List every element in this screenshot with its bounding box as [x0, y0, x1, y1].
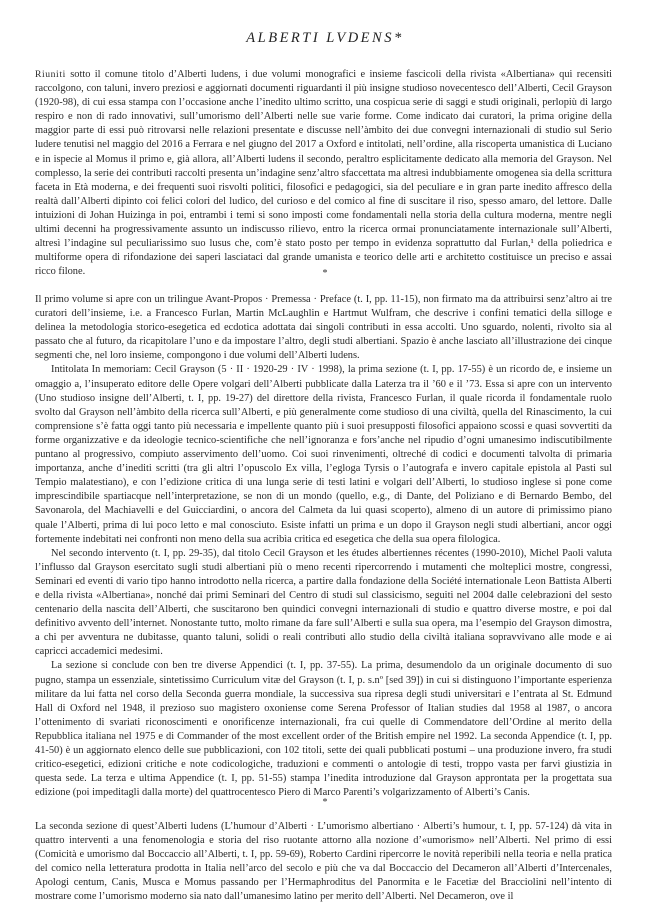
paragraph: La seconda sezione di quest’Alberti ludens (L’humour d’Alberti · L’umorismo albertiano · Alberti’s humour, t. I, pp. 57-124) dà vita in quattro interventi a una fenomenologia e storia del riso ruotante attorno alla nozione d’«umorismo» nell’Alberti. Nel primo di essi (Comicità e umorismo dal Boccaccio all’Alberti, t. I, pp. 59-69), Roberto Cardini ripercorre le novità reperibili nella teoria e nella pratica del comico nella letteratura prodotta in Italia nell’arco del secolo e più che va dal Boccaccio del Decameron all’Alberti d’Intercenales, Apologi centum, Canis, Musca e Momus passando per l’Hermaphroditus del Panormita e le Facetiæ del Bracciolini nell’intento di mostrare come l’umorismo moderno sia nato dall’umanesimo latino per merito dell’Alberti. Nel Decameron, ove il — [35, 821, 612, 903]
intro-body: sotto il comune titolo d’Alberti ludens, i due volumi monografici e insieme fascicoli della rivista «Albertiana» qui recensiti raccolgono, con taluni, invero preziosi e aggiornati documenti riguardanti il più insigne studioso novecentesco dell’Alberti, Cecil Grayson (1920-98), di cui essa stampa con l’occasione anche l’inedito ultimo scritto, una cospicua serie di saggi e studi originali, perlopiù di largo respiro e non di rado innovativi, sull’umorismo dell’Alberti nelle sue varie forme. Come indicato dai curatori, la prima origine della maggior parte di essi può ritrovarsi nelle relazioni presentate e discusse nell’àmbito dei due convegni internazionali di studio sul Serio ludere tenutisi nel maggio del 2016 a Ferrara e nel giugno del 2017 a Oxford e intitolati, nell’ordine, alla riscoperta umanistica di Luciano e in ispecie al Momus il primo e, già allora, all’Alberti ludens il secondo, peraltro esplicitamente dedicato alla memoria del Grayson. Nel complesso, la serie dei contributi raccolti presenta un’indagine senz’altro sfaccettata ma altresì indubbiamente omogenea sia della scrittura faceta in Età moderna, e dei frequenti suoi risvolti politici, filosofici e pedagogici, sia del peculiare e in gran parte inedito affresco della realtà dall’Alberti dipinto coi felici colori del ludico, del curioso e del comico al fine di suscitare il riso, spesso amaro, del lettore. Dalle intuizioni di Johan Huizinga in poi, entrambi i temi si sono imposti come fondamentali nella storia della cultura moderna, mentre negli ultimi decenni ha progressivamente assunto un indiscusso rilievo, entro la ricerca ormai pronunciatamente internazionale sull’Alberti, altresì l’indagine sul peculiarissimo suo lusus che, com’è stato posto per tempo in evidenza soprattutto dal Furlan,¹ della poliedrica e multiforme opera di rifondazione dei saperi lasciataci dal grande umanista e teorico delle arti e architetto costituisce un preciso e assai ricco filone. — [35, 69, 612, 278]
first-volume-section — [35, 293, 612, 800]
paragraph: Nel secondo intervento (t. I, pp. 29-35), dal titolo Cecil Grayson et les études albertiennes récentes (1990-2010), Michel Paoli valuta l’influsso dal Grayson esercitato sugli studi albertiani più o meno recenti ripercorrendo i mutamenti che molteplici mostre, congressi, Seminari ed eventi di vario tipo hanno introdotto nella ricerca, a partire dalla fondazione della Société internationale Leon Battista Alberti e della rivista «Albertiana», nonché dai primi Seminari del Centro di studi sul classicismo, seguiti nel 2004 dalle celebrazioni del sesto centenario della nascita dell’Alberti, che suscitarono ben quindici convegni internazionali di studio e quattro diverse mostre, e poi dal definitivo avvento dell’internet. Nonostante tutto, molto rimane da fare sull’Alberti e sulla sua opera, ma l’esempio del Grayson dimostra, a chi per avventura ne dubitasse, quanto taluni, solidi o reali contributi allo studio della civiltà italiana sopravvivano alle mode e ai capricci accademici medesimi. — [35, 547, 612, 658]
intro-section — [35, 68, 612, 279]
paragraph: La sezione si conclude con ben tre diverse Appendici (t. I, pp. 37-55). La prima, desumendolo da un originale documento di suo pugno, stampa un essenziale, sintetissimo Curriculum vitæ del Grayson (t. I, p. s.nº [sed 39]) in cui si distinguono l’importante esperienza militare da lui fatta nel corso della Seconda guerra mondiale, la successiva sua ripresa degli studi universitari e l’entrata al St. Edmund Hall di Oxford nel 1948, il prezioso suo magistero oxoniense come Serena Professor of Italian studies dal 1958 al 1987, o ancora l’ottenimento di svariati riconoscimenti e onorificenze internazionali, fra cui quelle di Commendatore dell’Ordine al merito della Repubblica italiana nel 1975 e di Commander of the most excellent order of the British empire nel 1992. La seconda Appendice (t. I, pp. 41-50) è un aggiornato elenco delle sue pubblicazioni, con 102 titoli, sette dei quali pubblicati postumi – una produzione invero, fra studi critico-esegetici, edizioni critiche e note codicologiche, traduzioni e commenti o antologie di testi, troppo vasta per farvi giustizia in questa sede. La terza e ultima Appendice (t. I, pp. 51-55) stampa l’inedita introduzione dal Grayson approntata per la progettata sua edizione (poi impeditagli dalla morte) del quattrocentesco Piero di Marco Parenti’s volgarizzamento of Alberti’s Canis. — [35, 660, 612, 799]
paragraph: Intitolata In memoriam: Cecil Grayson (5 · II · 1920-29 · IV · 1998), la prima sezione (t. I, pp. 17-55) è un ricordo de, e insieme un omaggio a, l’insuperato editore delle Opere volgari dell’Alberti pubblicate dalla Laterza tra il ’60 e il ’73. Essa si apre con un intervento (Uno studioso insigne dell’Alberti, t. I, pp. 19-27) del direttore della rivista, Francesco Furlan, il quale ricorda il fondamentale ruolo svolto dal Grayson nell’àmbito della ricerca sull’Alberti, e più generalmente come studioso di una civiltà, quella del Rinascimento, la cui comprensione s’è fatta oggi tanto più necessaria e impellente quanto più i suoi presupposti filosofici appaiono scossi e quasi sovvertiti da forme organizzative e da ideologie tecnico-scientifiche che nell’ignoranza e fors’anche nel ripudio d’ogni umanesimo indiscutibilmente puntano al progressivo, compiuto asservimento dell’uomo. Coi suoi rinvenimenti, oltreché di codici e documenti talvolta di primaria importanza, anche d’inediti scritti (tra gli altri l’opuscolo Ex villa, l’egloga Tyrsis o l’autografa e invero capitale epistola al Pasti sul Tempio malatestiano), e con l’edizione critica di una lunga serie di testi latini e volgari dell’Alberti, lo studioso inglese si pone come imprescindibile spartiacque nell’interpretazione, se non di un mondo (quello, e.g., di Dante, del Poliziano e di Bernardo Bembo, del Savonarola, del Machiavelli e del Guicciardini, o ancora del Calmeta da lui quasi scoperto), almeno di un autore di primissimo piano quale l’Alberti, prima di lui poco letto e mal conosciuto. Esiste infatti un prima e un dopo il Grayson negli studi albertiani, ancor oggi fortemente indebitati nei confronti non meno della sua acribìa critica ed esegetica che della sua opera filologica. — [35, 364, 612, 545]
section-separator: * — [322, 268, 328, 279]
second-section — [35, 820, 612, 905]
section-separator: * — [322, 797, 328, 808]
paragraph: Il primo volume si apre con un trilingue Avant-Propos · Premessa · Preface (t. I, pp. 11-15), non firmato ma da attribuirsi senz’altro ai tre curatori dell’insieme, i.e. a Francesco Furlan, Martin McLaughlin e Hartmut Wulfram, che descrive i confini tematici della silloge e delinea la metodologia storico-esegetica ed ecdotica adottata dai singoli contributi in essa accolti. Uno sguardo, nolenti, rivolto sia al passato che al futuro, da ricapitolare l’uno e da impostare l’altro, degli studi albertiani. Spazio è anche lasciato all’illustrazione dei cinque segmenti che, nel loro insieme, compongono i due volumi dell’Alberti ludens. — [35, 294, 612, 362]
intro-lead-word: Riuniti — [35, 69, 66, 80]
article-title: ALBERTI LVDENS* — [246, 30, 404, 46]
intro-paragraph — [35, 68, 612, 279]
